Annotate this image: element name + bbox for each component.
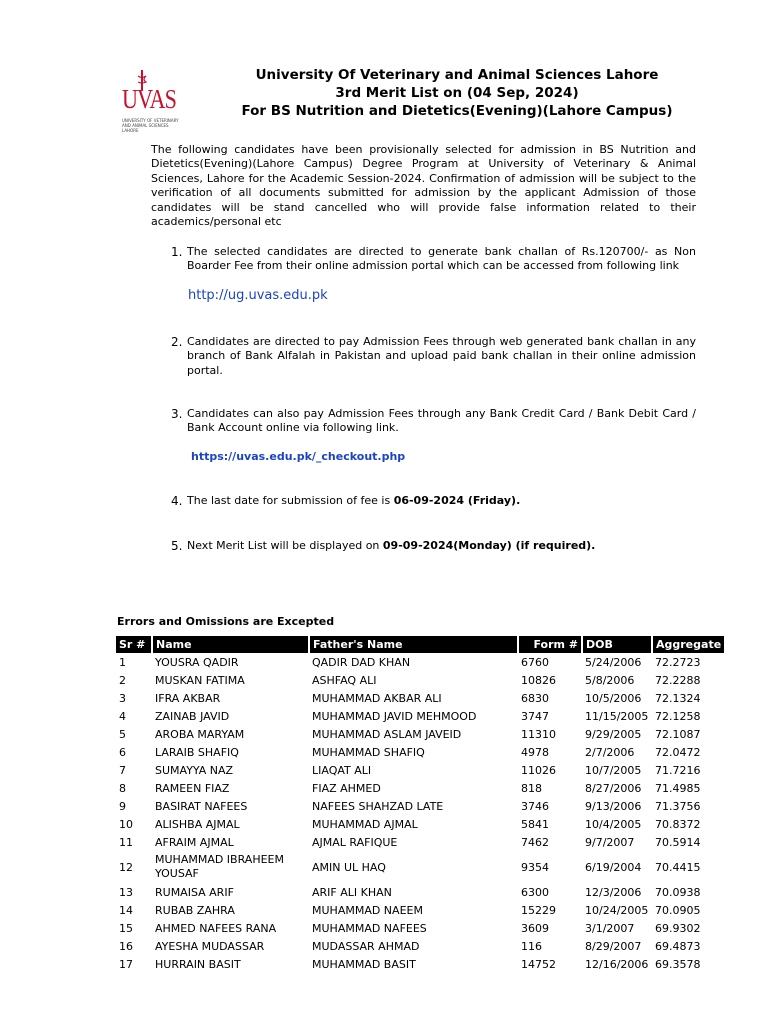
name-cell: BASIRAT NAFEES	[155, 799, 248, 813]
instruction-text: The last date for submission of fee is	[187, 494, 394, 507]
dob-cell: 10/4/2005	[585, 817, 642, 831]
table-row	[116, 883, 724, 901]
col-form: Form #	[518, 636, 582, 653]
sr-cell: 12	[119, 860, 133, 874]
form-cell: 3747	[521, 709, 549, 723]
aggregate-cell: 70.0905	[655, 903, 701, 917]
form-cell: 3746	[521, 799, 549, 813]
sr-cell: 6	[119, 745, 126, 759]
sr-cell: 9	[119, 799, 126, 813]
dob-cell: 3/1/2007	[585, 921, 635, 935]
form-cell: 7462	[521, 835, 549, 849]
father-name-cell: NAFEES SHAHZAD LATE	[312, 799, 444, 813]
aggregate-cell: 69.9302	[655, 921, 701, 935]
aggregate-cell: 72.1324	[655, 691, 701, 705]
dob-cell: 11/15/2005	[585, 709, 649, 723]
table-row	[116, 901, 724, 919]
aggregate-cell: 71.7216	[655, 763, 701, 777]
sr-cell: 4	[119, 709, 126, 723]
intro-paragraph: The following candidates have been provisionally selected for admission in BS Nutrition and Dietetics(Evening)(Lahore Campus) Degree Program at University of Veterinary & Animal Sciences, Lahore for the Academic Session-2024. Confirmation of admission will be subject to the verification of all documents submitted for admission by the applicant Admission of those candidates will be stand cancelled who will provide false information related to their academics/personal etc	[151, 143, 696, 229]
form-cell: 3609	[521, 921, 549, 935]
aggregate-cell: 70.5914	[655, 835, 701, 849]
name-cell: ALISHBA AJMAL	[155, 817, 240, 831]
father-name-cell: LIAQAT ALI	[312, 763, 372, 777]
dob-cell: 5/24/2006	[585, 655, 642, 669]
dob-cell: 8/27/2006	[585, 781, 642, 795]
logo-caption: UNIVERSITY OF VETERINARY AND ANIMAL SCIENCES LAHORE	[122, 118, 179, 133]
father-name-cell: AJMAL RAFIQUE	[312, 835, 398, 849]
father-name-cell: AMIN UL HAQ	[312, 860, 386, 874]
name-cell: ZAINAB JAVID	[155, 709, 230, 723]
admission-portal-link[interactable]: http://ug.uvas.edu.pk	[188, 288, 328, 303]
aggregate-cell: 69.3578	[655, 957, 701, 971]
name-cell: AROBA MARYAM	[155, 727, 245, 741]
form-cell: 6830	[521, 691, 549, 705]
table-row	[116, 851, 724, 883]
dob-cell: 8/29/2007	[585, 939, 642, 953]
logo-text: UVAS	[122, 84, 177, 114]
form-cell: 818	[521, 781, 542, 795]
instruction-text: Next Merit List will be displayed on	[187, 539, 383, 552]
table-row	[116, 955, 724, 973]
father-name-cell: MUHAMMAD JAVID MEHMOOD	[312, 709, 477, 723]
merit-list-title: 3rd Merit List on (04 Sep, 2024)	[335, 85, 579, 101]
name-cell: HURRAIN BASIT	[155, 957, 241, 971]
sr-cell: 1	[119, 655, 126, 669]
dob-cell: 10/24/2005	[585, 903, 649, 917]
table-row	[116, 707, 724, 725]
col-dob: DOB	[582, 636, 652, 653]
dob-cell: 9/7/2007	[585, 835, 635, 849]
name-cell: YOUSRA QADIR	[155, 655, 239, 669]
father-name-cell: MUHAMMAD AJMAL	[312, 817, 418, 831]
sr-cell: 13	[119, 885, 133, 899]
sr-cell: 2	[119, 673, 126, 687]
father-name-cell: MUHAMMAD NAEEM	[312, 903, 423, 917]
instruction-number: 1.	[171, 245, 183, 259]
dob-cell: 2/7/2006	[585, 745, 635, 759]
sr-cell: 15	[119, 921, 133, 935]
merit-table	[116, 636, 724, 973]
form-cell: 9354	[521, 860, 549, 874]
aggregate-cell: 71.4985	[655, 781, 701, 795]
father-name-cell: MUHAMMAD NAFEES	[312, 921, 427, 935]
instruction-text: The selected candidates are directed to generate bank challan of Rs.120700/- as Non Boarder Fee from their online admission portal which can be accessed from following link	[187, 245, 696, 273]
form-cell: 4978	[521, 745, 549, 759]
table-row	[116, 815, 724, 833]
col-sr: Sr #	[116, 636, 152, 653]
aggregate-cell: 72.2288	[655, 673, 701, 687]
instruction-2	[151, 335, 696, 378]
table-row	[116, 779, 724, 797]
name-cell: MUSKAN FATIMA	[155, 673, 245, 687]
father-name-cell: MUHAMMAD SHAFIQ	[312, 745, 425, 759]
dob-cell: 12/3/2006	[585, 885, 642, 899]
name-cell: AYESHA MUDASSAR	[155, 939, 265, 953]
form-cell: 10826	[521, 673, 556, 687]
father-name-cell: ASHFAQ ALI	[312, 673, 377, 687]
father-name-cell: MUHAMMAD ASLAM JAVEID	[312, 727, 462, 741]
table-row	[116, 761, 724, 779]
father-name-cell: MUHAMMAD AKBAR ALI	[312, 691, 442, 705]
form-cell: 11026	[521, 763, 556, 777]
instruction-4	[151, 494, 696, 508]
father-name-cell: MUDASSAR AHMAD	[312, 939, 420, 953]
instruction-5	[151, 539, 696, 553]
name-cell: LARAIB SHAFIQ	[155, 745, 239, 759]
table-row	[116, 919, 724, 937]
sr-cell: 5	[119, 727, 126, 741]
aggregate-cell: 69.4873	[655, 939, 701, 953]
aggregate-cell: 72.0472	[655, 745, 701, 759]
sr-cell: 11	[119, 835, 133, 849]
table-row	[116, 653, 724, 671]
col-aggregate: Aggregate	[652, 636, 724, 653]
dob-cell: 9/29/2005	[585, 727, 642, 741]
sr-cell: 10	[119, 817, 133, 831]
col-father-name: Father's Name	[309, 636, 518, 653]
sr-cell: 14	[119, 903, 133, 917]
dob-cell: 12/16/2006	[585, 957, 649, 971]
instruction-1	[151, 245, 696, 274]
name-cell: RUMAISA ARIF	[155, 885, 234, 899]
form-cell: 15229	[521, 903, 556, 917]
instruction-number: 4.	[171, 494, 183, 508]
table-row	[116, 743, 724, 761]
name-cell: RAMEEN FIAZ	[155, 781, 230, 795]
dob-cell: 10/7/2005	[585, 763, 642, 777]
father-name-cell: FIAZ AHMED	[312, 781, 381, 795]
name-cell: AHMED NAFEES RANA	[155, 921, 277, 935]
form-cell: 14752	[521, 957, 556, 971]
sr-cell: 17	[119, 957, 133, 971]
university-title: University Of Veterinary and Animal Sciences Lahore	[255, 67, 659, 83]
sr-cell: 3	[119, 691, 126, 705]
next-merit-date: 09-09-2024(Monday) (if required).	[382, 539, 596, 552]
dob-cell: 10/5/2006	[585, 691, 642, 705]
program-title: For BS Nutrition and Dietetics(Evening)(Lahore Campus)	[241, 103, 673, 119]
name-cell: MUHAMMAD IBRAHEEM YOUSAF	[155, 853, 284, 880]
form-cell: 11310	[521, 727, 556, 741]
name-cell: RUBAB ZAHRA	[155, 903, 235, 917]
checkout-link[interactable]: https://uvas.edu.pk/_checkout.php	[191, 450, 406, 463]
fee-deadline: 06-09-2024 (Friday).	[393, 494, 521, 507]
instruction-text: Candidates are directed to pay Admission Fees through web generated bank challan in any branch of Bank Alfalah in Pakistan and upload paid bank challan in their online admission portal.	[187, 335, 696, 377]
aggregate-cell: 70.4415	[655, 860, 701, 874]
table-row	[116, 937, 724, 955]
table-header-row	[116, 636, 724, 653]
sr-cell: 8	[119, 781, 126, 795]
table-row	[116, 671, 724, 689]
aggregate-cell: 72.2723	[655, 655, 701, 669]
dob-cell: 9/13/2006	[585, 799, 642, 813]
name-cell: AFRAIM AJMAL	[155, 835, 234, 849]
form-cell: 116	[521, 939, 542, 953]
aggregate-cell: 72.1258	[655, 709, 701, 723]
instruction-number: 3.	[171, 407, 183, 421]
table-row	[116, 689, 724, 707]
aggregate-cell: 70.8372	[655, 817, 701, 831]
errors-note: Errors and Omissions are Excepted	[117, 615, 335, 628]
form-cell: 6300	[521, 885, 549, 899]
aggregate-cell: 71.3756	[655, 799, 701, 813]
dob-cell: 5/8/2006	[585, 673, 635, 687]
instruction-number: 5.	[171, 539, 183, 553]
father-name-cell: ARIF ALI KHAN	[312, 885, 392, 899]
name-cell: IFRA AKBAR	[155, 691, 221, 705]
col-name: Name	[152, 636, 309, 653]
table-row	[116, 833, 724, 851]
instruction-text: Candidates can also pay Admission Fees through any Bank Credit Card / Bank Debit Card / Bank Account online via following link.	[187, 407, 696, 435]
table-row	[116, 797, 724, 815]
aggregate-cell: 72.1087	[655, 727, 701, 741]
form-cell: 6760	[521, 655, 549, 669]
name-cell: SUMAYYA NAZ	[155, 763, 234, 777]
dob-cell: 6/19/2004	[585, 860, 642, 874]
instruction-number: 2.	[171, 335, 183, 349]
father-name-cell: MUHAMMAD BASIT	[312, 957, 416, 971]
sr-cell: 7	[119, 763, 126, 777]
sr-cell: 16	[119, 939, 133, 953]
instruction-3	[151, 407, 696, 436]
table-row	[116, 725, 724, 743]
aggregate-cell: 70.0938	[655, 885, 701, 899]
father-name-cell: QADIR DAD KHAN	[312, 655, 411, 669]
form-cell: 5841	[521, 817, 549, 831]
